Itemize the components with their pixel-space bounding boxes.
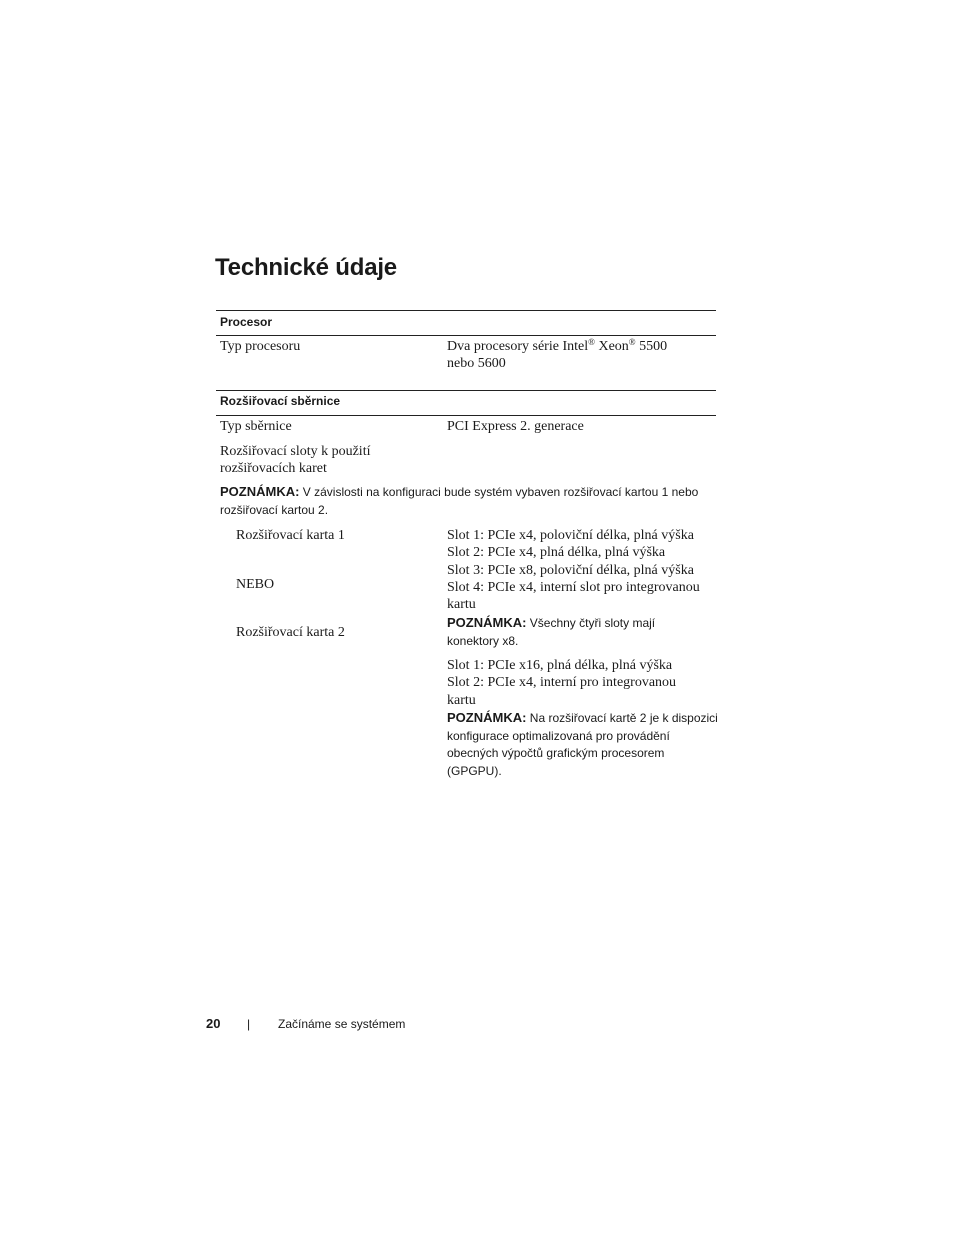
riser-card-2-slots: [447, 657, 676, 709]
note-text: Na rozšiřovací kartě 2 je k dispozici: [526, 711, 718, 725]
section-rule: [216, 415, 716, 416]
riser-card-1-slots: [447, 527, 700, 613]
slot-entry: Slot 2: PCIe x4, interní pro integrovanou: [447, 675, 677, 691]
slot-entry: Slot 1: PCIe x4, poloviční délka, plná výška: [447, 528, 694, 543]
note-text: konfigurace optimalizovaná pro provádění: [447, 728, 670, 743]
registered-mark: ®: [628, 337, 636, 347]
processor-value-text: 5500: [635, 339, 668, 354]
expansion-slots-label-line: Rozšiřovací sloty k použití: [220, 444, 371, 459]
slot-entry: Slot 2: PCIe x4, plná délka, plná výška: [447, 545, 666, 561]
note-text: Všechny čtyři sloty mají: [526, 616, 656, 630]
slot-entry: Slot 1: PCIe x16, plná délka, plná výška: [447, 658, 673, 673]
note-text: konektory x8.: [447, 633, 519, 648]
or-label: NEBO: [236, 577, 275, 592]
section-heading-expansion: Rozšiřovací sběrnice: [220, 394, 341, 408]
note-text: rozšiřovací kartou 2.: [220, 502, 329, 517]
expansion-slots-label-line: rozšiřovacích karet: [220, 461, 327, 477]
footer-separator: |: [247, 1017, 251, 1031]
page-title: Technické údaje: [215, 254, 397, 281]
page-number: 20: [206, 1016, 221, 1031]
section-rule: [216, 390, 716, 391]
riser-card-2-label: Rozšiřovací karta 2: [236, 625, 345, 640]
processor-value-text: Xeon: [594, 339, 629, 354]
note-riser-1: [447, 614, 655, 650]
note-configuration: [220, 483, 720, 519]
slot-entry: kartu: [447, 597, 476, 613]
table-top-rule: [216, 310, 716, 311]
slot-entry: Slot 3: PCIe x8, poloviční délka, plná výška: [447, 562, 694, 578]
expansion-slots-label: [220, 443, 370, 478]
bus-type-value: PCI Express 2. generace: [447, 419, 584, 434]
processor-type-value: [447, 338, 667, 373]
registered-mark: ®: [588, 337, 595, 347]
footer-chapter-title: Začínáme se systémem: [278, 1017, 406, 1031]
section-heading-processor: Procesor: [220, 315, 273, 329]
note-text: V závislosti na konfiguraci bude systém vybaven rozšiřovací kartou 1 nebo: [299, 485, 699, 499]
note-label: POZNÁMKA:: [447, 615, 527, 630]
section-rule: [216, 335, 716, 336]
note-label: POZNÁMKA:: [220, 484, 300, 499]
riser-card-1-label: Rozšiřovací karta 1: [236, 528, 345, 543]
note-label: POZNÁMKA:: [447, 710, 527, 725]
processor-value-text: Dva procesory série Intel: [447, 339, 589, 354]
bus-type-label: Typ sběrnice: [220, 419, 292, 434]
note-riser-2: [447, 709, 718, 780]
note-text: (GPGPU).: [447, 763, 502, 778]
processor-value-text: nebo 5600: [447, 356, 506, 372]
slot-entry: Slot 4: PCIe x4, interní slot pro integrovanou: [447, 579, 700, 595]
note-text: obecných výpočtů grafickým procesorem: [447, 746, 665, 760]
slot-entry: kartu: [447, 692, 476, 708]
processor-type-label: Typ procesoru: [220, 339, 301, 354]
